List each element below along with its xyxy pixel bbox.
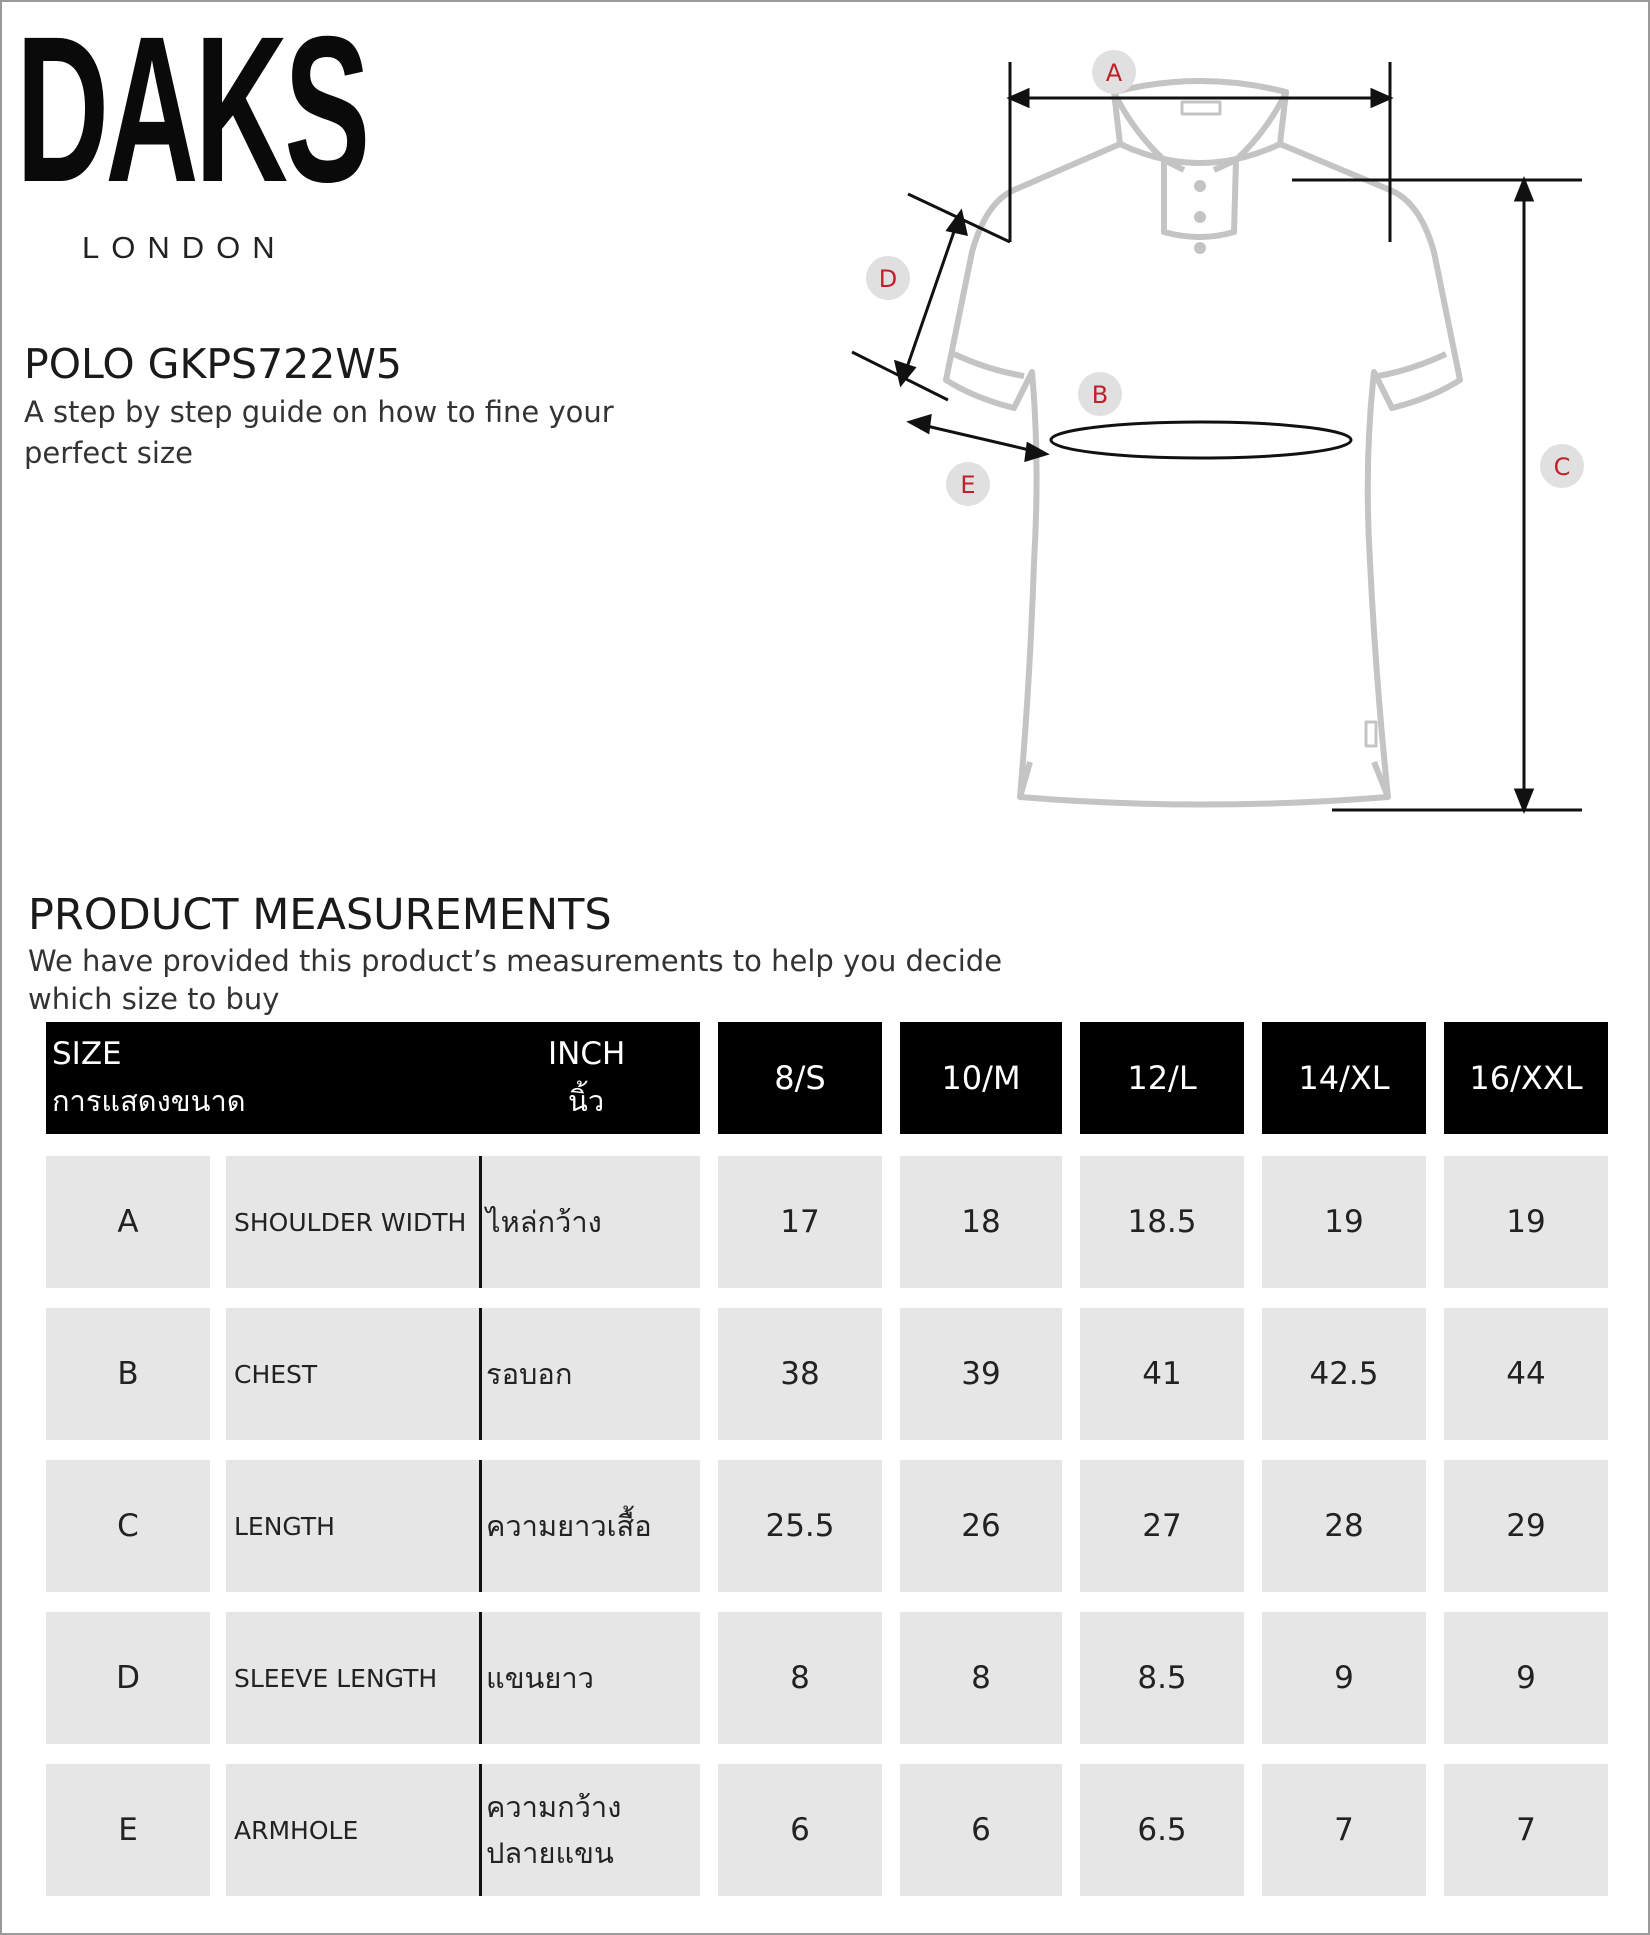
row-value: 7 (1262, 1764, 1426, 1896)
row-value: 26 (900, 1460, 1062, 1592)
row-value: 9 (1262, 1612, 1426, 1744)
row-value: 19 (1444, 1156, 1608, 1288)
row-value: 25.5 (718, 1460, 882, 1592)
row-name-th-line: ความกว้าง (486, 1790, 622, 1824)
measurements-description: We have provided this product’s measurements to help you decide which size to buy (28, 944, 1003, 1016)
row-value: 28 (1262, 1460, 1426, 1592)
row-value: 6 (718, 1764, 882, 1896)
row-value: 18 (900, 1156, 1062, 1288)
row-code: D (46, 1612, 210, 1744)
row-value: 7 (1444, 1764, 1608, 1896)
row-value: 39 (900, 1308, 1062, 1440)
row-code: A (46, 1156, 210, 1288)
row-name-th (482, 1156, 700, 1288)
svg-text:D: D (878, 265, 898, 293)
marker-c (1540, 444, 1584, 488)
row-name-th-line: รอบอก (486, 1357, 573, 1391)
row-value: 8 (900, 1612, 1062, 1744)
measure-arrows (852, 62, 1582, 810)
row-value: 38 (718, 1308, 882, 1440)
row-name: ARMHOLE (226, 1764, 480, 1896)
header-unit-label-th: นิ้ว (568, 1084, 605, 1118)
row-name: CHEST (226, 1308, 480, 1440)
row-value: 27 (1080, 1460, 1244, 1592)
row-name-th (482, 1764, 700, 1896)
header-size-label-th: การแสดงขนาด (52, 1084, 246, 1118)
row-name: SLEEVE LENGTH (226, 1612, 480, 1744)
daks-logo (16, 0, 367, 265)
row-name-th-line: ไหล่กว้าง (486, 1205, 602, 1239)
row-name: LENGTH (226, 1460, 480, 1592)
header-size-cell (46, 1022, 700, 1134)
header-size-col: 10/M (900, 1022, 1062, 1134)
product-guide-text: A step by step guide on how to fine your perfect size (24, 395, 614, 470)
header-unit-label: INCH (548, 1036, 626, 1072)
row-value: 41 (1080, 1308, 1244, 1440)
row-value: 44 (1444, 1308, 1608, 1440)
row-name-th-line: ปลายแขน (486, 1836, 614, 1870)
row-value: 9 (1444, 1612, 1608, 1744)
row-name-th (482, 1308, 700, 1440)
row-name-th (482, 1460, 700, 1592)
row-value: 19 (1262, 1156, 1426, 1288)
marker-d (866, 256, 910, 300)
svg-text:C: C (1553, 453, 1571, 481)
row-value: 17 (718, 1156, 882, 1288)
logo-subtext: LONDON (82, 230, 287, 265)
svg-text:E: E (960, 471, 976, 499)
header-size-col: 16/XXL (1444, 1022, 1608, 1134)
row-value: 6 (900, 1764, 1062, 1896)
header-size-col: 12/L (1080, 1022, 1244, 1134)
row-value: 8 (718, 1612, 882, 1744)
row-code: E (46, 1764, 210, 1896)
row-name-th (482, 1612, 700, 1744)
svg-text:B: B (1091, 381, 1109, 409)
row-name: SHOULDER WIDTH (226, 1156, 480, 1288)
row-name-th-line: ความยาวเสื้อ (486, 1509, 652, 1543)
row-value: 8.5 (1080, 1612, 1244, 1744)
header-size-col: 14/XL (1262, 1022, 1426, 1134)
row-value: 6.5 (1080, 1764, 1244, 1896)
marker-b (1078, 372, 1122, 416)
logo-wordmark: DAKS (16, 0, 367, 226)
product-title: POLO GKPS722W5 (24, 340, 402, 388)
row-value: 18.5 (1080, 1156, 1244, 1288)
row-value: 29 (1444, 1460, 1608, 1592)
marker-e (946, 462, 990, 506)
header-size-label: SIZE (52, 1036, 122, 1072)
polo-shirt-diagram (842, 42, 1602, 832)
row-code: C (46, 1460, 210, 1592)
marker-a (1092, 50, 1136, 94)
shirt-buttons (1194, 180, 1206, 254)
row-value: 42.5 (1262, 1308, 1426, 1440)
measurements-title: PRODUCT MEASUREMENTS (28, 890, 612, 940)
svg-text:A: A (1105, 59, 1123, 87)
row-name-th-line: แขนยาว (486, 1661, 594, 1695)
row-code: B (46, 1308, 210, 1440)
header-size-col: 8/S (718, 1022, 882, 1134)
